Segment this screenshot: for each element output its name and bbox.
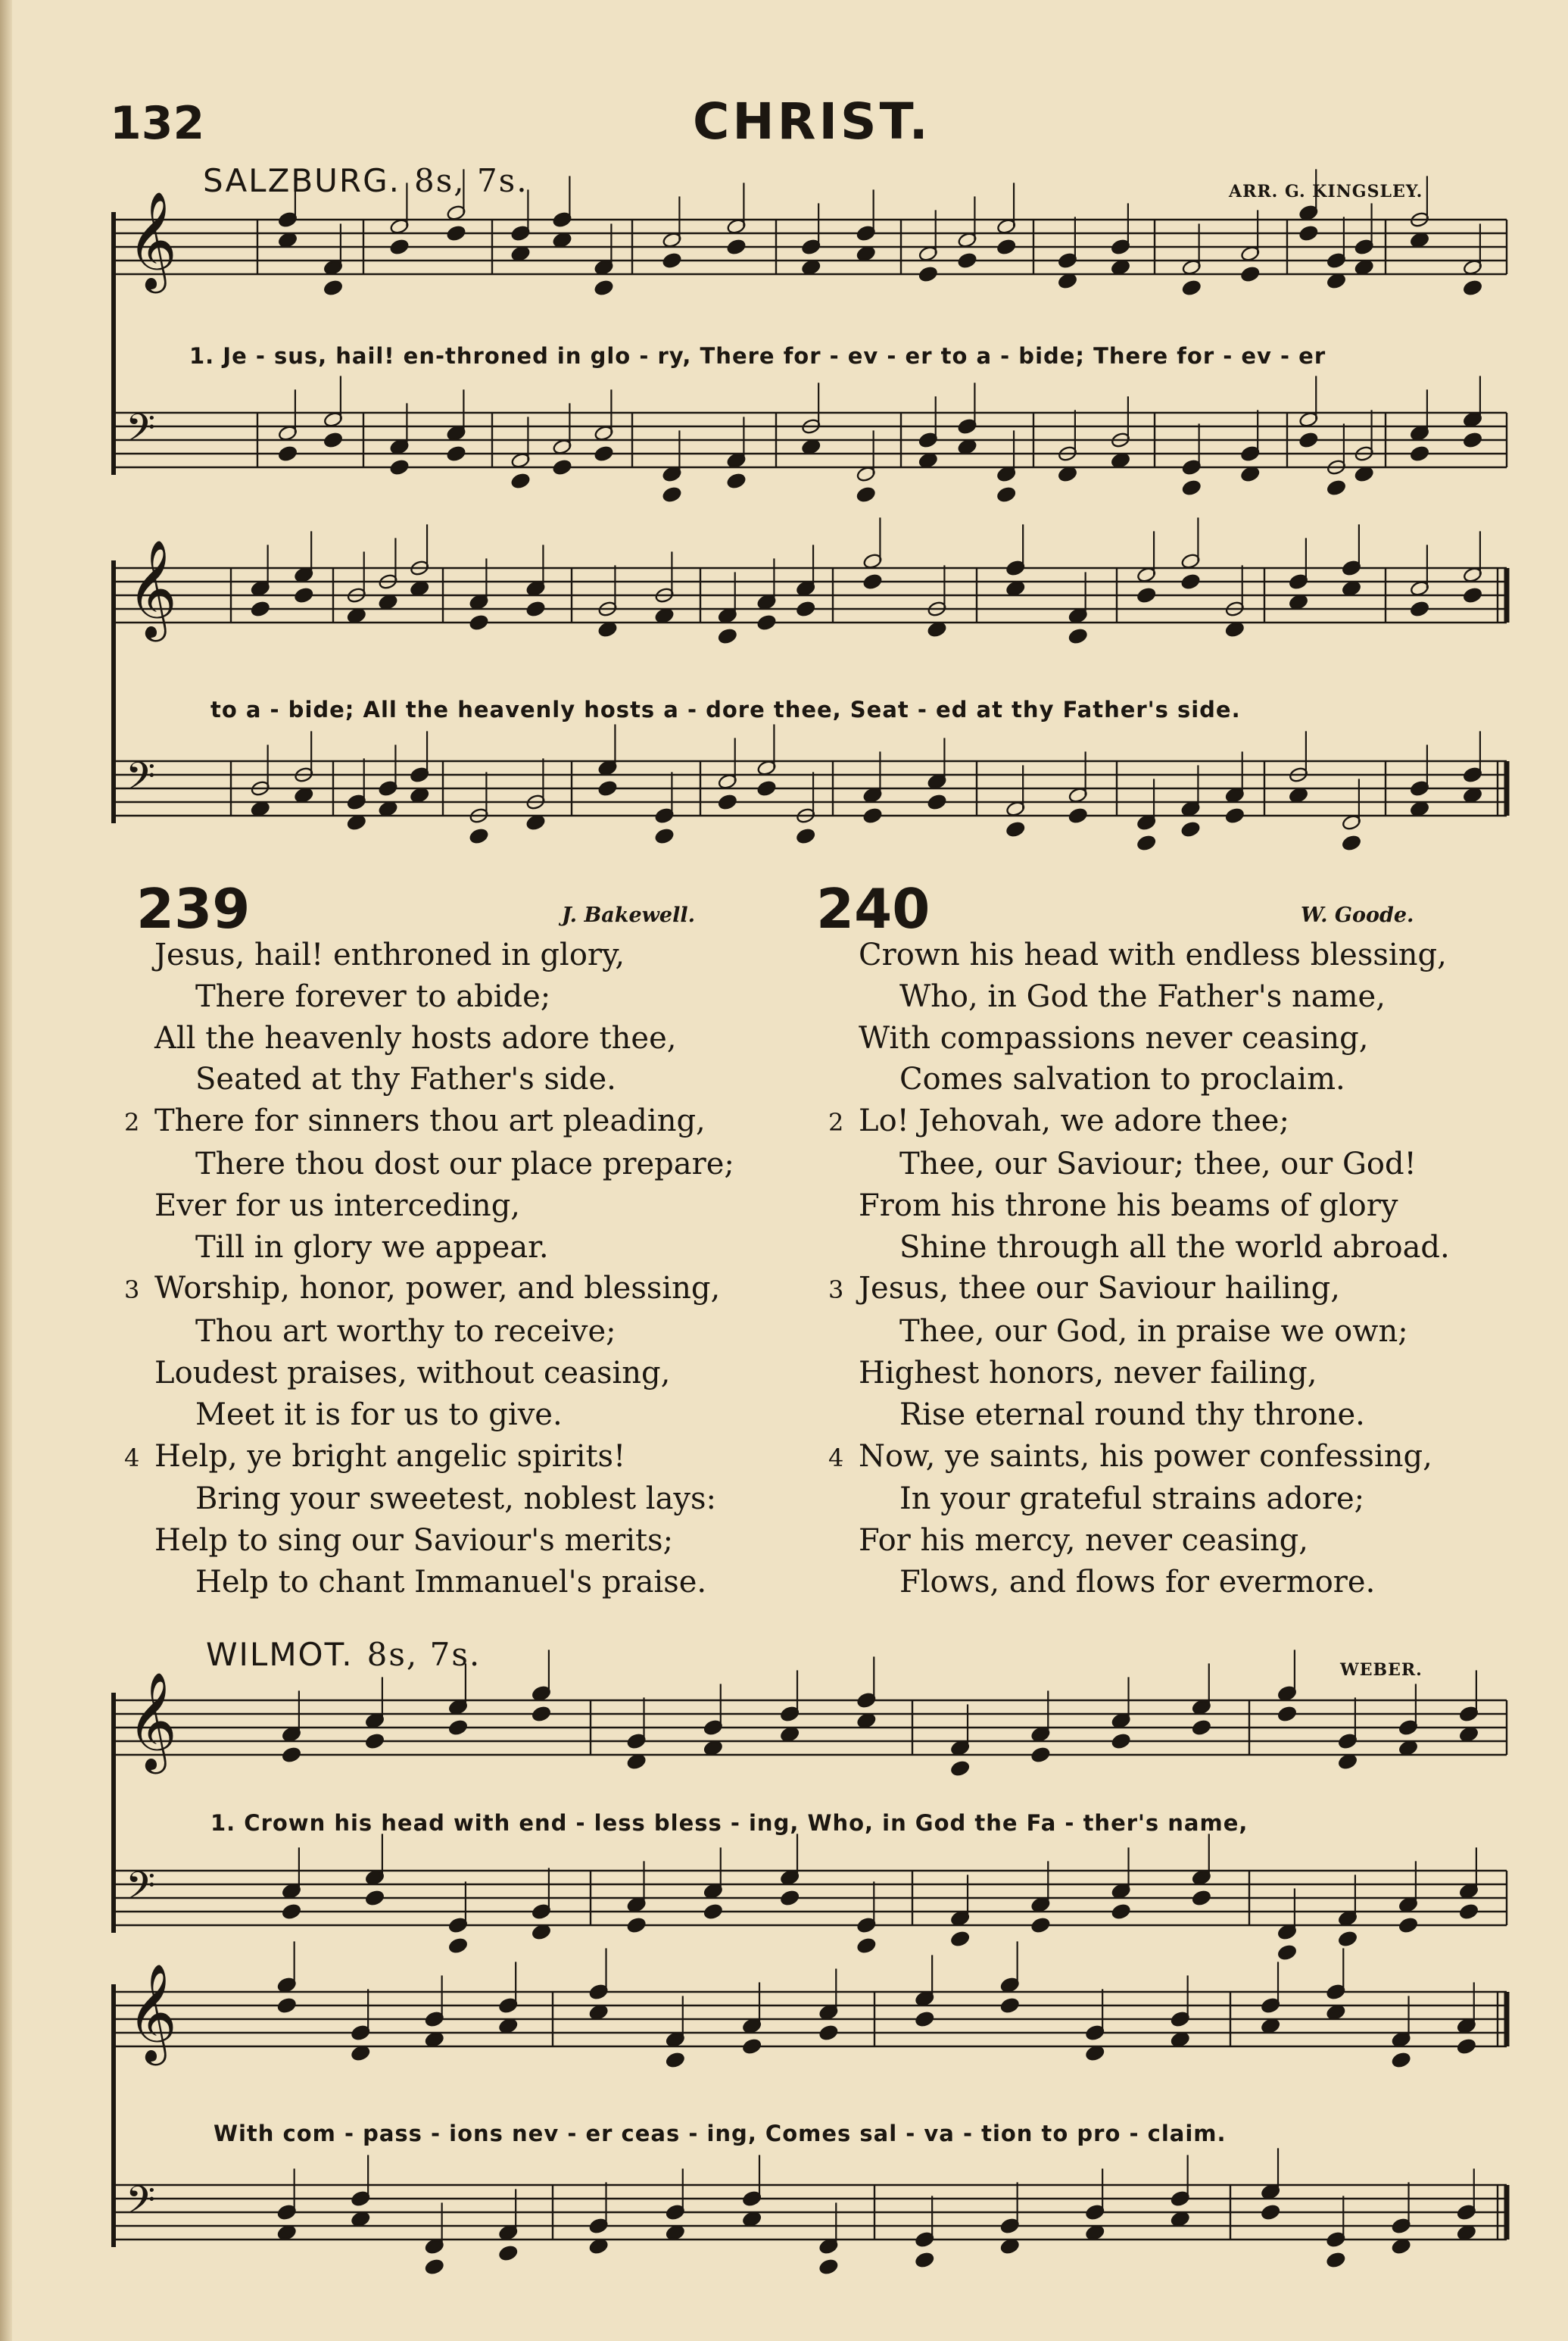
note-head <box>1005 821 1025 838</box>
hymn-line-text: Meet it is for us to give. <box>195 1397 563 1432</box>
note-head <box>594 445 613 462</box>
hymn-line <box>154 1394 734 1436</box>
hymn-line <box>154 1059 734 1100</box>
treble-clef: 𝄞 <box>127 538 177 638</box>
note-head <box>1182 279 1202 296</box>
note-head <box>282 1746 301 1763</box>
note-head <box>1298 432 1318 448</box>
note-head <box>756 614 776 631</box>
note-head <box>294 587 313 604</box>
hymn-line-text: Thee, our Saviour; thee, our God! <box>899 1146 1417 1181</box>
hymn-line <box>859 1562 1450 1603</box>
note-head <box>1410 445 1429 462</box>
hymn-line-text: Loudest praises, without ceasing, <box>154 1355 671 1391</box>
note-head <box>1136 835 1156 851</box>
page-number: 132 <box>110 97 205 150</box>
note-head <box>856 1937 876 1954</box>
bass-clef: 𝄢 <box>126 1863 156 1918</box>
treble-clef: 𝄞 <box>127 190 177 289</box>
bass-clef: 𝄢 <box>126 405 156 460</box>
hymn-line-text: Help to sing our Saviour's merits; <box>154 1523 674 1559</box>
note-head <box>856 486 876 503</box>
note-head <box>1463 587 1482 604</box>
note-head <box>915 2252 934 2268</box>
hymn-line <box>828 1100 1450 1144</box>
hymn-line-text: There thou dost our place prepare; <box>195 1146 734 1181</box>
note-head <box>365 1890 385 1906</box>
hymn-line <box>859 1227 1450 1269</box>
hymn-line-text: Thou art worthy to receive; <box>195 1314 616 1350</box>
hymn-author: W. Goode. <box>1301 904 1414 927</box>
note-head <box>1180 821 1200 838</box>
note-head <box>662 252 681 269</box>
note-head <box>1398 1917 1418 1934</box>
stanza-number: 2 <box>828 1108 844 1138</box>
note-head <box>323 432 343 448</box>
note-head <box>927 794 946 810</box>
hymn-line-text: Worship, honor, power, and blessing, <box>154 1271 721 1306</box>
note-head <box>277 1997 297 2014</box>
hymn-line-text: Highest honors, never failing, <box>859 1355 1317 1391</box>
stanza-number: 2 <box>124 1108 140 1138</box>
note-head <box>594 279 613 296</box>
note-head <box>654 828 674 844</box>
bass-clef: 𝄢 <box>126 2177 156 2232</box>
note-head <box>446 225 466 242</box>
note-head <box>1240 266 1260 282</box>
note-head <box>996 486 1016 503</box>
note-head <box>1298 225 1318 242</box>
note-head <box>1180 573 1200 590</box>
note-head <box>1000 1997 1020 2014</box>
lyric-line: 1. Je - sus, hail! en-throned in glo - ry, There for - ev - er to a - bide; There for - ev - er <box>189 343 1326 369</box>
hymn-number: 239 <box>136 877 251 941</box>
note-head <box>510 473 530 489</box>
note-head <box>469 828 488 844</box>
note-head <box>1391 2052 1411 2068</box>
hymn-line <box>859 1059 1450 1100</box>
hymn-line <box>859 976 1450 1018</box>
note-head <box>1463 279 1482 296</box>
note-head <box>1225 807 1245 824</box>
stanza-number: 3 <box>828 1275 844 1305</box>
note-head <box>862 573 882 590</box>
running-head: CHRIST. <box>693 92 931 151</box>
hymn-line <box>859 1018 1450 1060</box>
note-head <box>1068 628 1088 645</box>
hymn-line-text: Seated at thy Father's side. <box>195 1062 616 1097</box>
note-head <box>251 601 270 617</box>
note-head <box>498 2245 518 2261</box>
hymn-line <box>859 1394 1450 1436</box>
note-head <box>626 1917 646 1934</box>
note-head <box>796 828 815 844</box>
hymn-line-text: In your grateful strains adore; <box>899 1481 1365 1517</box>
treble-clef: 𝄞 <box>127 1962 177 2062</box>
hymn-line <box>154 935 734 976</box>
lyric-line: With com - pass - ions nev - er ceas - ing, Comes sal - va - tion to pro - claim. <box>214 2121 1227 2146</box>
note-head <box>1192 1719 1211 1736</box>
note-head <box>1459 1903 1479 1920</box>
stanza-number: 3 <box>124 1275 140 1305</box>
note-head <box>1277 1706 1297 1722</box>
hymn-line <box>154 1018 734 1060</box>
hymn-line-text: Comes salvation to proclaim. <box>899 1062 1345 1097</box>
note-head <box>1182 479 1202 496</box>
hymn-line <box>124 1268 734 1311</box>
note-head <box>1326 2252 1345 2268</box>
note-head <box>780 1890 800 1906</box>
note-head <box>703 1903 723 1920</box>
hymn-line-text: There forever to abide; <box>195 979 551 1014</box>
hymn-line <box>154 1227 734 1269</box>
hymn-line-text: Who, in God the Father's name, <box>899 979 1386 1014</box>
tune-composer: WEBER. <box>1340 1660 1423 1680</box>
hymn-line-text: All the heavenly hosts adore thee, <box>154 1020 677 1056</box>
note-head <box>531 1706 551 1722</box>
note-head <box>389 239 409 255</box>
hymn-line-text: Crown his head with endless blessing, <box>859 938 1447 972</box>
hymn-line-text: There for sinners thou art pleading, <box>154 1103 706 1139</box>
note-head <box>756 780 776 797</box>
note-head <box>448 1719 468 1736</box>
hymn-line <box>828 1436 1450 1479</box>
note-head <box>1111 1733 1130 1750</box>
note-head <box>1111 1903 1130 1920</box>
note-head <box>1463 432 1482 448</box>
stanza-number: 4 <box>828 1443 844 1472</box>
note-head <box>796 601 815 617</box>
note-head <box>1326 479 1346 496</box>
hymn-line <box>859 1144 1450 1185</box>
hymn-line <box>859 1520 1450 1562</box>
note-head <box>448 1937 468 1954</box>
hymn-line-text: With compassions never ceasing, <box>859 1020 1369 1056</box>
note-head <box>1277 1944 1297 1961</box>
hymn-line-text: Ever for us interceding, <box>154 1188 521 1223</box>
hymn-line-text: Now, ye saints, his power confessing, <box>859 1438 1432 1474</box>
note-head <box>950 1931 970 1947</box>
hymn-line-text: Till in glory we appear. <box>195 1229 549 1265</box>
note-head <box>1030 1917 1050 1934</box>
hymn-line-text: For his mercy, never ceasing, <box>859 1523 1308 1559</box>
hymn-line <box>154 1185 734 1227</box>
hymn-line <box>154 1353 734 1394</box>
treble-clef: 𝄞 <box>127 1671 177 1770</box>
note-head <box>1342 835 1361 851</box>
lyric-line: 1. Crown his head with end - less bless - ing, Who, in God the Fa - ther's name, <box>210 1810 1248 1836</box>
note-head <box>1192 1890 1211 1906</box>
note-head <box>469 614 488 631</box>
hymn-line-text: Help to chant Immanuel's praise. <box>195 1564 707 1600</box>
hymn-line-text: Jesus, thee our Saviour hailing, <box>859 1271 1340 1306</box>
hymn-line <box>124 1436 734 1479</box>
note-head <box>1410 601 1429 617</box>
note-head <box>597 780 617 797</box>
note-head <box>915 2011 934 2027</box>
hymn-line <box>859 935 1450 976</box>
bass-clef: 𝄢 <box>126 754 156 808</box>
hymn-line-text: Rise eternal round thy throne. <box>899 1397 1365 1432</box>
hymn-line <box>859 1311 1450 1353</box>
hymn-text-239 <box>124 935 734 1603</box>
hymn-line-text: Bring your sweetest, noblest lays: <box>195 1481 717 1517</box>
note-head <box>718 794 737 810</box>
hymn-number: 240 <box>816 877 931 941</box>
note-head <box>525 601 545 617</box>
note-head <box>425 2258 444 2275</box>
tune-composer: ARR. G. KINGSLEY. <box>1229 182 1423 201</box>
note-head <box>1261 2204 1280 2221</box>
tune-name: WILMOT. <box>206 1636 354 1673</box>
note-head <box>996 239 1016 255</box>
stanza-number: 4 <box>124 1443 140 1472</box>
hymn-line <box>154 1562 734 1603</box>
hymn-line <box>154 1520 734 1562</box>
note-head <box>389 459 409 476</box>
tune-name: SALZBURG. <box>203 162 401 199</box>
hymn-line-text: From his throne his beams of glory <box>859 1188 1398 1223</box>
hymn-line-text: Thee, our God, in praise we own; <box>899 1314 1408 1350</box>
hymn-line <box>154 1478 734 1520</box>
note-head <box>818 2024 838 2041</box>
note-head <box>666 2052 685 2068</box>
hymn-line <box>828 1268 1450 1311</box>
hymn-text-240 <box>828 935 1450 1603</box>
hymn-line <box>154 976 734 1018</box>
lyric-line: to a - bide; All the heavenly hosts a - dore thee, Seat - ed at thy Father's side. <box>210 697 1241 723</box>
hymn-line <box>124 1100 734 1144</box>
note-head <box>365 1733 385 1750</box>
note-head <box>1068 807 1088 824</box>
note-head <box>718 628 737 645</box>
hymn-line-text: Help, ye bright angelic spirits! <box>154 1438 626 1474</box>
note-head <box>862 807 882 824</box>
note-head <box>323 279 343 296</box>
hymn-line <box>859 1185 1450 1227</box>
note-head <box>818 2258 838 2275</box>
note-head <box>1457 2038 1476 2055</box>
note-head <box>282 1903 301 1920</box>
note-head <box>957 252 977 269</box>
hymn-line-text: Shine through all the world abroad. <box>899 1229 1450 1265</box>
hymn-line <box>859 1478 1450 1520</box>
note-head <box>1136 587 1156 604</box>
note-head <box>662 486 681 503</box>
hymn-line-text: Lo! Jehovah, we adore thee; <box>859 1103 1289 1139</box>
hymn-line-text: Jesus, hail! enthroned in glory, <box>154 938 625 972</box>
hymn-line-text: Flows, and flows for evermore. <box>899 1564 1376 1600</box>
tune-meter: 8s, 7s. <box>366 1636 482 1673</box>
note-head <box>726 239 746 255</box>
note-head <box>552 459 572 476</box>
note-head <box>1338 1931 1358 1947</box>
hymn-line <box>154 1311 734 1353</box>
note-head <box>1030 1746 1050 1763</box>
note-head <box>950 1760 970 1777</box>
hymn-line <box>859 1353 1450 1394</box>
note-head <box>278 445 298 462</box>
note-head <box>742 2038 762 2055</box>
note-head <box>446 445 466 462</box>
note-head <box>918 266 938 282</box>
hymn-author: J. Bakewell. <box>562 904 696 927</box>
tune-meter: 8s, 7s. <box>413 162 528 199</box>
note-head <box>726 473 746 489</box>
hymn-line <box>154 1144 734 1185</box>
